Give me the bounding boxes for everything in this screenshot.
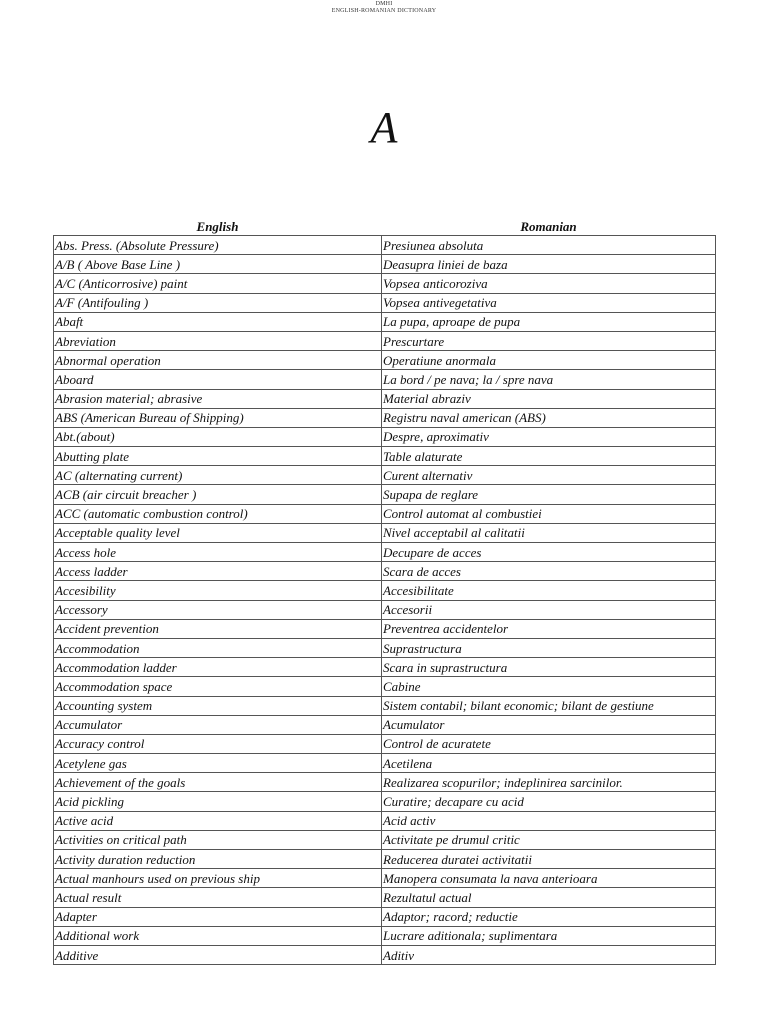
table-row [54, 619, 716, 638]
romanian-term: Supapa de reglare [382, 485, 716, 504]
table-row [54, 658, 716, 677]
romanian-term: Prescurtare [382, 331, 716, 350]
table-row [54, 523, 716, 542]
romanian-term: Scara de acces [382, 562, 716, 581]
english-term: Aboard [54, 370, 382, 389]
romanian-term: Reducerea duratei activitatii [382, 850, 716, 869]
romanian-term: Lucrare aditionala; suplimentara [382, 926, 716, 945]
table-row [54, 466, 716, 485]
table-row [54, 543, 716, 562]
table-row [54, 504, 716, 523]
table-row [54, 447, 716, 466]
romanian-term: Acid activ [382, 811, 716, 830]
english-term: Acetylene gas [54, 754, 382, 773]
english-term: ACC (automatic combustion control) [54, 504, 382, 523]
romanian-term: Material abraziv [382, 389, 716, 408]
english-term: ABS (American Bureau of Shipping) [54, 408, 382, 427]
english-term: Abrasion material; abrasive [54, 389, 382, 408]
english-term: Abnormal operation [54, 351, 382, 370]
english-term: Abutting plate [54, 447, 382, 466]
english-term: Additional work [54, 926, 382, 945]
romanian-term: Acumulator [382, 715, 716, 734]
romanian-term: Realizarea scopurilor; indeplinirea sarcinilor. [382, 773, 716, 792]
table-row [54, 869, 716, 888]
romanian-term: Deasupra liniei de baza [382, 255, 716, 274]
table-row [54, 773, 716, 792]
table-row [54, 715, 716, 734]
table-row [54, 734, 716, 753]
romanian-term: Accesibilitate [382, 581, 716, 600]
english-term: Activity duration reduction [54, 850, 382, 869]
english-term: Acceptable quality level [54, 523, 382, 542]
table-row [54, 754, 716, 773]
english-term: Activities on critical path [54, 830, 382, 849]
table-row [54, 696, 716, 715]
table-row [54, 830, 716, 849]
romanian-term: Vopsea antivegetativa [382, 293, 716, 312]
english-term: Access hole [54, 543, 382, 562]
romanian-term: Preventrea accidentelor [382, 619, 716, 638]
english-term: Accident prevention [54, 619, 382, 638]
romanian-term: Curent alternativ [382, 466, 716, 485]
english-term: Abs. Press. (Absolute Pressure) [54, 236, 382, 255]
romanian-term: Registru naval american (ABS) [382, 408, 716, 427]
english-term: A/C (Anticorrosive) paint [54, 274, 382, 293]
table-row [54, 926, 716, 945]
table-row [54, 255, 716, 274]
table-row [54, 600, 716, 619]
english-term: Access ladder [54, 562, 382, 581]
english-term: Accommodation [54, 638, 382, 657]
english-term: Additive [54, 945, 382, 964]
column-header-english: English [196, 219, 239, 234]
romanian-term: Decupare de acces [382, 543, 716, 562]
table-row [54, 792, 716, 811]
table-row [54, 331, 716, 350]
english-term: Achievement of the goals [54, 773, 382, 792]
table-row [54, 408, 716, 427]
romanian-term: La bord / pe nava; la / spre nava [382, 370, 716, 389]
english-term: A/F (Antifouling ) [54, 293, 382, 312]
romanian-term: Suprastructura [382, 638, 716, 657]
table-row [54, 945, 716, 964]
english-term: Accessory [54, 600, 382, 619]
english-term: Active acid [54, 811, 382, 830]
romanian-term: La pupa, aproape de pupa [382, 312, 716, 331]
table-row [54, 562, 716, 581]
english-term: ACB (air circuit breacher ) [54, 485, 382, 504]
table-row [54, 907, 716, 926]
romanian-term: Accesorii [382, 600, 716, 619]
english-term: Abreviation [54, 331, 382, 350]
table-row [54, 427, 716, 446]
table-row [54, 389, 716, 408]
english-term: Abt.(about) [54, 427, 382, 446]
romanian-term: Sistem contabil; bilant economic; bilant de gestiune [382, 696, 716, 715]
romanian-term: Scara in suprastructura [382, 658, 716, 677]
table-row [54, 677, 716, 696]
document-header [0, 1, 768, 15]
english-term: Accuracy control [54, 734, 382, 753]
romanian-term: Aditiv [382, 945, 716, 964]
table-row [54, 351, 716, 370]
english-term: Actual manhours used on previous ship [54, 869, 382, 888]
english-term: Acid pickling [54, 792, 382, 811]
header-line-2: ENGLISH-ROMANIAN DICTIONARY [331, 8, 437, 14]
english-term: A/B ( Above Base Line ) [54, 255, 382, 274]
dictionary-table [53, 219, 716, 965]
romanian-term: Presiunea absoluta [382, 236, 716, 255]
table-row [54, 312, 716, 331]
romanian-term: Control de acuratete [382, 734, 716, 753]
romanian-term: Cabine [382, 677, 716, 696]
english-term: Accounting system [54, 696, 382, 715]
romanian-term: Control automat al combustiei [382, 504, 716, 523]
table-body [54, 236, 716, 965]
english-term: Accommodation ladder [54, 658, 382, 677]
english-term: Abaft [54, 312, 382, 331]
table-row [54, 293, 716, 312]
romanian-term: Vopsea anticoroziva [382, 274, 716, 293]
romanian-term: Table alaturate [382, 447, 716, 466]
header-line-1: DMHI [375, 1, 393, 7]
english-term: Adapter [54, 907, 382, 926]
romanian-term: Operatiune anormala [382, 351, 716, 370]
table-row [54, 485, 716, 504]
romanian-term: Nivel acceptabil al calitatii [382, 523, 716, 542]
english-term: AC (alternating current) [54, 466, 382, 485]
romanian-term: Rezultatul actual [382, 888, 716, 907]
table-row [54, 274, 716, 293]
romanian-term: Activitate pe drumul critic [382, 830, 716, 849]
table-row [54, 370, 716, 389]
english-term: Accommodation space [54, 677, 382, 696]
table-row [54, 638, 716, 657]
english-term: Accesibility [54, 581, 382, 600]
table-row [54, 811, 716, 830]
table-row [54, 581, 716, 600]
table-row [54, 236, 716, 255]
romanian-term: Despre, aproximativ [382, 427, 716, 446]
romanian-term: Manopera consumata la nava anterioara [382, 869, 716, 888]
table-row [54, 850, 716, 869]
table-row [54, 888, 716, 907]
romanian-term: Curatire; decapare cu acid [382, 792, 716, 811]
romanian-term: Acetilena [382, 754, 716, 773]
english-term: Accumulator [54, 715, 382, 734]
column-header-romanian: Romanian [520, 219, 577, 234]
english-term: Actual result [54, 888, 382, 907]
section-letter: A [370, 103, 398, 152]
romanian-term: Adaptor; racord; reductie [382, 907, 716, 926]
table-header-row [54, 219, 716, 236]
